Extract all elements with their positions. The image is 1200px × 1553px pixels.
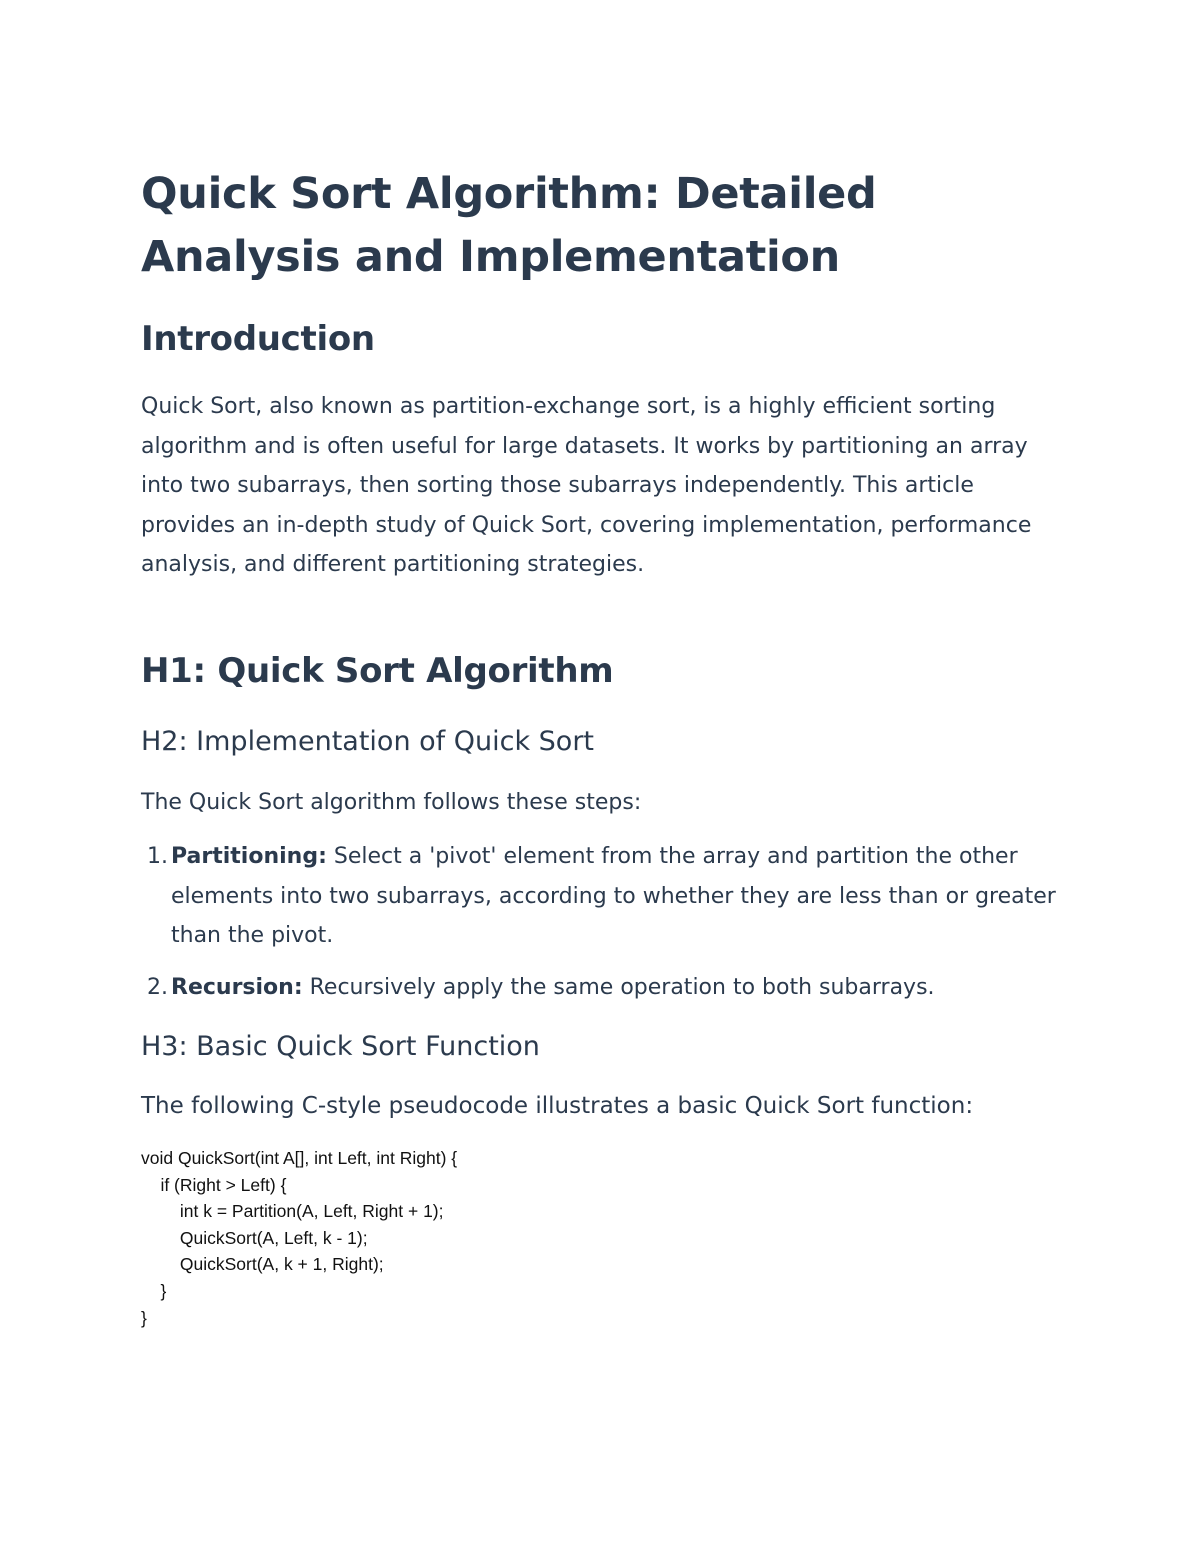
h1-heading: H1: Quick Sort Algorithm: [141, 651, 614, 691]
steps-list: [141, 837, 1061, 1019]
code-intro: The following C-style pseudocode illustrates a basic Quick Sort function:: [141, 1093, 974, 1119]
step-term: Partitioning:: [171, 844, 327, 869]
h3-heading: H3: Basic Quick Sort Function: [141, 1031, 540, 1062]
page-title: Quick Sort Algorithm: Detailed Analysis and Implementation: [141, 169, 877, 282]
step-text: Recursively apply the same operation to both subarrays.: [302, 974, 935, 1000]
steps-intro: The Quick Sort algorithm follows these steps:: [141, 790, 642, 815]
step-text: Select a 'pivot' element from the array and partition the other elements into two subarrays, according to whether they are less than or greater than the pivot.: [171, 844, 1056, 949]
h2-heading: H2: Implementation of Quick Sort: [141, 726, 595, 757]
step-term: Recursion:: [171, 974, 303, 1000]
introduction-heading: Introduction: [141, 319, 375, 359]
list-item: [141, 968, 1061, 1008]
step-number: 1.: [147, 844, 168, 869]
list-item: [141, 837, 1061, 956]
code-block: void QuickSort(int A[], int Left, int Right) { if (Right > Left) { int k = Partition(A, Left, Right + 1); QuickSort(A, Left, k - 1); QuickSort(A, k + 1, Right); } }: [141, 1148, 458, 1328]
introduction-paragraph: Quick Sort, also known as partition-exchange sort, is a highly efficient sorting algorithm and is often useful for large datasets. It works by partitioning an array into two subarrays, then sorting those subarrays independently. This article provides an in-depth study of Quick Sort, covering implementation, performance analysis, and different partitioning strategies.: [141, 394, 1032, 578]
step-number: 2.: [147, 974, 168, 1000]
